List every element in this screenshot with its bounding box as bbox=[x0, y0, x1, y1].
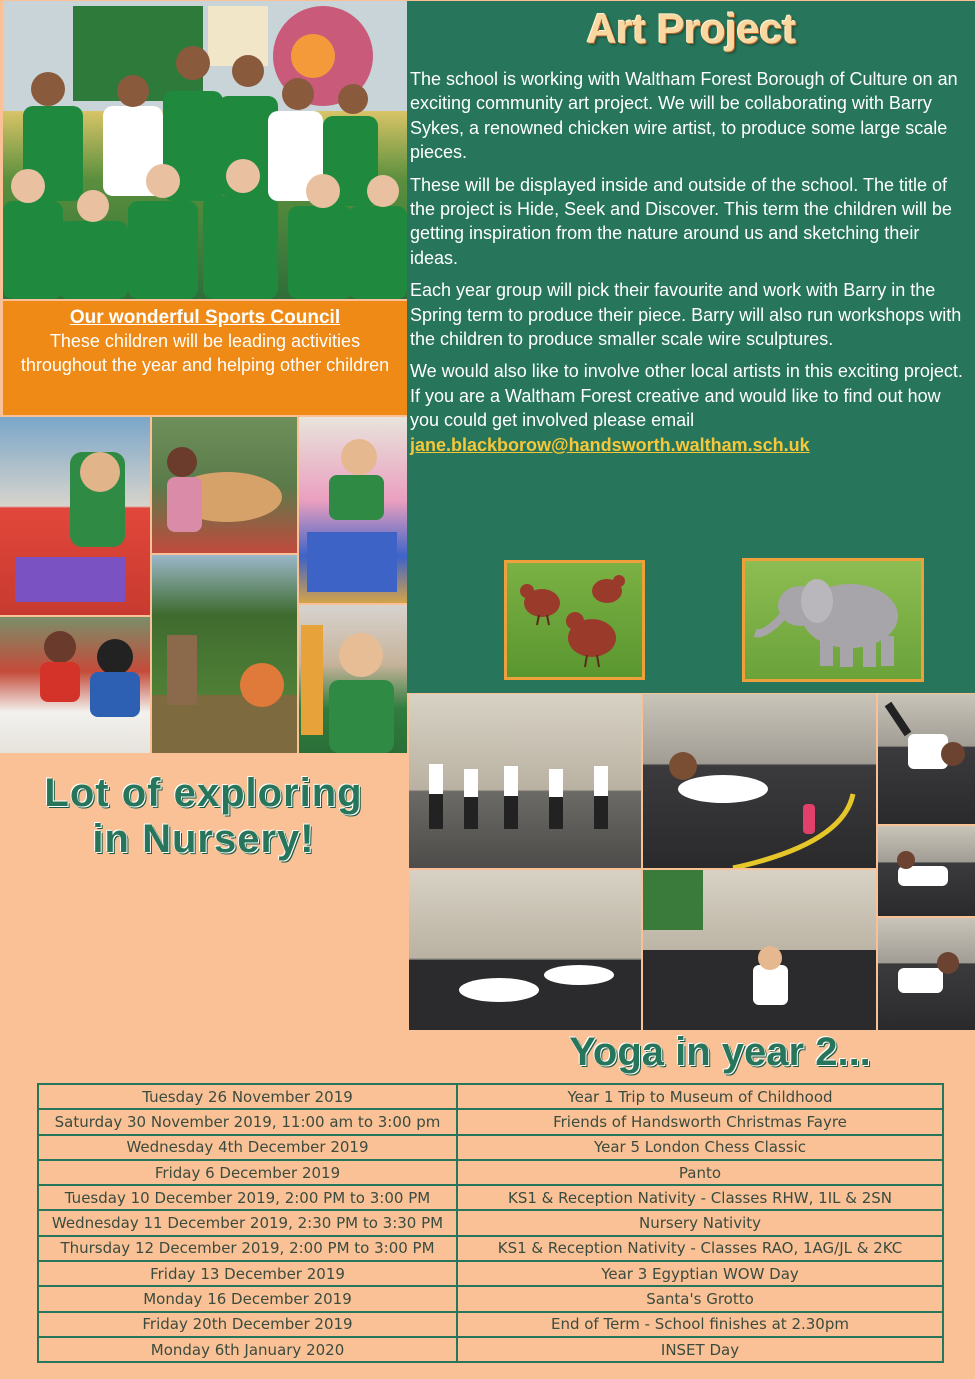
event-description: Year 3 Egyptian WOW Day bbox=[457, 1261, 943, 1286]
art-project-paragraph-2: These will be displayed inside and outside of the school. The title of the project is Hide, Seek and Discover. This term the children will be getting inspiration from the nature around us and sketching their ideas. bbox=[410, 174, 952, 268]
event-date: Thursday 12 December 2019, 2:00 PM to 3:00 PM bbox=[38, 1236, 457, 1261]
sports-council-caption bbox=[3, 301, 407, 415]
event-date: Wednesday 11 December 2019, 2:30 PM to 3:30 PM bbox=[38, 1210, 457, 1235]
event-description: Nursery Nativity bbox=[457, 1210, 943, 1235]
event-date: Wednesday 4th December 2019 bbox=[38, 1135, 457, 1160]
table-row bbox=[38, 1337, 943, 1362]
yoga-photo-5 bbox=[409, 870, 641, 1030]
nursery-photo-5 bbox=[0, 617, 150, 753]
event-description: End of Term - School finishes at 2.30pm bbox=[457, 1312, 943, 1337]
event-description: INSET Day bbox=[457, 1337, 943, 1362]
yoga-photo-4-illustration bbox=[878, 826, 975, 916]
yoga-photo-7 bbox=[878, 918, 975, 1030]
yoga-photo-3-illustration bbox=[878, 694, 975, 824]
table-row bbox=[38, 1210, 943, 1235]
events-table bbox=[37, 1083, 944, 1363]
nursery-heading-line-2: in Nursery! bbox=[92, 817, 315, 861]
chicken-wire-elephant-photo bbox=[742, 558, 924, 682]
art-project-paragraph-4 bbox=[410, 359, 969, 457]
yoga-photo-7-illustration bbox=[878, 918, 975, 1030]
yoga-photo-2-illustration bbox=[643, 694, 876, 868]
hens-illustration bbox=[507, 563, 642, 677]
nursery-photo-4-illustration bbox=[152, 555, 297, 753]
event-date: Friday 20th December 2019 bbox=[38, 1312, 457, 1337]
art-project-paragraph-1: The school is working with Waltham Forest Borough of Culture on an exciting community art project. We will be collaborating with Barry Sykes, a renowned chicken wire artist, to produce some large scale pieces. bbox=[410, 69, 958, 163]
yoga-photo-5-illustration bbox=[409, 870, 641, 1030]
table-row bbox=[38, 1261, 943, 1286]
event-date: Friday 6 December 2019 bbox=[38, 1160, 457, 1185]
event-date: Saturday 30 November 2019, 11:00 am to 3:00 pm bbox=[38, 1109, 457, 1134]
event-date: Monday 16 December 2019 bbox=[38, 1286, 457, 1311]
sports-council-illustration bbox=[3, 1, 407, 299]
nursery-heading bbox=[0, 770, 407, 862]
nursery-photo-2 bbox=[152, 417, 297, 553]
nursery-photo-5-illustration bbox=[0, 617, 150, 753]
yoga-photo-1-illustration bbox=[409, 694, 641, 868]
event-date: Friday 13 December 2019 bbox=[38, 1261, 457, 1286]
sports-council-text: These children will be leading activities throughout the year and helping other children bbox=[20, 331, 390, 375]
event-description: KS1 & Reception Nativity - Classes RAO, 1AG/JL & 2KC bbox=[457, 1236, 943, 1261]
event-description: KS1 & Reception Nativity - Classes RHW, 1IL & 2SN bbox=[457, 1185, 943, 1210]
event-date: Monday 6th January 2020 bbox=[38, 1337, 457, 1362]
art-project-body bbox=[410, 67, 969, 465]
nursery-heading-line-1: Lot of exploring bbox=[44, 771, 363, 815]
table-row bbox=[38, 1286, 943, 1311]
nursery-photo-6-illustration bbox=[299, 605, 407, 753]
yoga-photo-6 bbox=[643, 870, 876, 1030]
event-date: Tuesday 26 November 2019 bbox=[38, 1084, 457, 1109]
nursery-photo-6 bbox=[299, 605, 407, 753]
sports-council-title: Our wonderful Sports Council bbox=[69, 307, 341, 328]
table-row bbox=[38, 1236, 943, 1261]
yoga-photo-3 bbox=[878, 694, 975, 824]
table-row bbox=[38, 1135, 943, 1160]
yoga-photo-2 bbox=[643, 694, 876, 868]
nursery-photo-2-illustration bbox=[152, 417, 297, 553]
event-date: Tuesday 10 December 2019, 2:00 PM to 3:00 PM bbox=[38, 1185, 457, 1210]
contact-email-link[interactable]: jane.blackborow@handsworth.waltham.sch.uk bbox=[410, 434, 810, 455]
event-description: Year 1 Trip to Museum of Childhood bbox=[457, 1084, 943, 1109]
yoga-photo-1 bbox=[409, 694, 641, 868]
sports-council-photo bbox=[3, 1, 407, 299]
yoga-heading: Yoga in year 2... bbox=[569, 1030, 871, 1074]
event-description: Panto bbox=[457, 1160, 943, 1185]
event-description: Year 5 London Chess Classic bbox=[457, 1135, 943, 1160]
table-row bbox=[38, 1185, 943, 1210]
elephant-illustration bbox=[745, 561, 921, 679]
nursery-photo-1-illustration bbox=[0, 417, 150, 615]
event-description: Friends of Handsworth Christmas Fayre bbox=[457, 1109, 943, 1134]
event-description: Santa's Grotto bbox=[457, 1286, 943, 1311]
chicken-wire-hens-photo bbox=[504, 560, 645, 680]
table-row bbox=[38, 1312, 943, 1337]
nursery-photo-3 bbox=[299, 417, 407, 603]
table-row bbox=[38, 1084, 943, 1109]
nursery-photo-4 bbox=[152, 555, 297, 753]
art-project-contact-text: We would also like to involve other local artists in this exciting project. If you are a Waltham Forest creative and would like to find out how you could get involved please email bbox=[410, 361, 963, 431]
art-project-panel bbox=[407, 1, 975, 693]
yoga-photo-4 bbox=[878, 826, 975, 916]
table-row bbox=[38, 1109, 943, 1134]
art-project-title: Art Project bbox=[586, 5, 796, 52]
art-project-paragraph-3: Each year group will pick their favourite and work with Barry in the Spring term to produce their piece. Barry will also run workshops with the children to produce smaller scale wire sculptures. bbox=[410, 280, 962, 350]
nursery-photo-1 bbox=[0, 417, 150, 615]
table-row bbox=[38, 1160, 943, 1185]
nursery-photo-3-illustration bbox=[299, 417, 407, 603]
yoga-photo-6-illustration bbox=[643, 870, 876, 1030]
